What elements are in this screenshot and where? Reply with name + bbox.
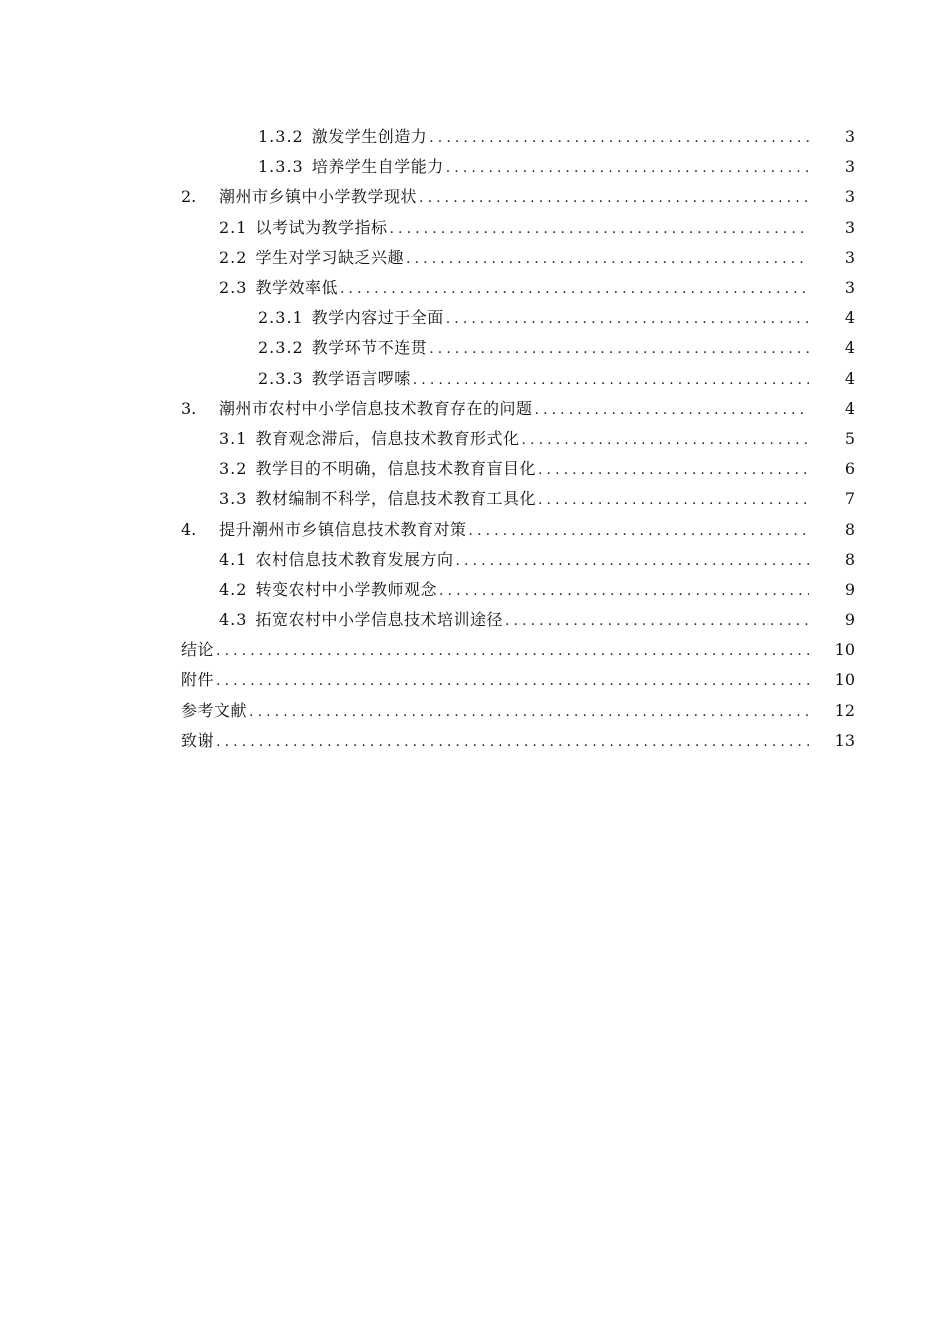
toc-entry-title: 教学环节不连贯 (311, 338, 428, 358)
toc-entry-title: 结论 (181, 640, 215, 660)
toc-entry[interactable] (181, 514, 855, 544)
toc-entry-page: 3 (844, 247, 855, 267)
toc-entry-page: 13 (834, 730, 855, 750)
toc-entry[interactable] (181, 545, 855, 575)
toc-entry-title: 教育观念滞后，信息技术教育形式化 (255, 428, 520, 448)
toc-entry-title: 附件 (181, 670, 215, 690)
dot-leader (455, 551, 809, 571)
dot-leader (429, 339, 809, 359)
toc-entry-page: 3 (844, 157, 855, 177)
toc-entry[interactable] (181, 364, 855, 394)
table-of-contents (181, 122, 855, 756)
toc-entry-title: 培养学生自学能力 (311, 157, 444, 177)
toc-entry-page: 10 (834, 670, 855, 690)
toc-entry-page: 3 (844, 127, 855, 147)
toc-entry[interactable] (181, 696, 855, 726)
toc-entry-page: 3 (844, 217, 855, 237)
toc-entry-title: 激发学生创造力 (311, 127, 428, 147)
toc-entry[interactable] (181, 182, 855, 212)
toc-entry-page: 4 (844, 338, 855, 358)
toc-entry-number: 2. (181, 187, 197, 207)
toc-entry-page: 7 (844, 489, 855, 509)
dot-leader (505, 611, 809, 631)
toc-entry-number: 3. (181, 398, 197, 418)
toc-entry-page: 4 (844, 368, 855, 388)
toc-entry[interactable] (181, 484, 855, 514)
toc-entry[interactable] (181, 273, 855, 303)
dot-leader (216, 641, 809, 661)
toc-entry-title: 潮州市乡镇中小学教学现状 (219, 187, 418, 207)
dot-leader (521, 430, 809, 450)
dot-leader (419, 188, 809, 208)
toc-entry[interactable] (181, 605, 855, 635)
toc-entry-number: 3.1 (219, 428, 248, 448)
toc-entry-title: 教学目的不明确，信息技术教育盲目化 (255, 459, 536, 479)
toc-entry-number: 4.2 (219, 579, 248, 599)
toc-entry-page: 9 (844, 610, 855, 630)
dot-leader (538, 490, 809, 510)
toc-entry-title: 参考文献 (181, 700, 248, 720)
toc-entry-page: 8 (844, 549, 855, 569)
dot-leader (413, 370, 809, 390)
dot-leader (469, 521, 809, 541)
toc-entry-page: 8 (844, 519, 855, 539)
toc-entry-page: 4 (844, 308, 855, 328)
toc-entry[interactable] (181, 303, 855, 333)
toc-entry-title: 学生对学习缺乏兴趣 (255, 247, 404, 267)
dot-leader (538, 460, 809, 480)
toc-entry-page: 4 (844, 398, 855, 418)
toc-entry[interactable] (181, 243, 855, 273)
dot-leader (535, 400, 809, 420)
toc-entry-page: 3 (844, 278, 855, 298)
toc-entry-number: 1.3.2 (258, 127, 304, 147)
dot-leader (406, 249, 809, 269)
toc-entry-title: 潮州市农村中小学信息技术教育存在的问题 (219, 398, 533, 418)
toc-entry[interactable] (181, 333, 855, 363)
toc-entry[interactable] (181, 394, 855, 424)
toc-entry[interactable] (181, 454, 855, 484)
toc-entry-page: 9 (844, 579, 855, 599)
toc-entry-title: 教学语言啰嗦 (311, 368, 411, 388)
toc-entry-title: 教材编制不科学，信息技术教育工具化 (255, 489, 536, 509)
toc-entry[interactable] (181, 575, 855, 605)
toc-entry-page: 3 (844, 187, 855, 207)
toc-entry-title: 提升潮州市乡镇信息技术教育对策 (219, 519, 467, 539)
toc-entry-number: 2.2 (219, 247, 248, 267)
toc-entry-title: 以考试为教学指标 (255, 217, 388, 237)
toc-entry-title: 教学内容过于全面 (311, 308, 444, 328)
dot-leader (446, 309, 809, 329)
dot-leader (340, 279, 809, 299)
toc-entry-number: 3.3 (219, 489, 248, 509)
dot-leader (216, 671, 809, 691)
toc-entry-title: 教学效率低 (255, 278, 338, 298)
toc-entry[interactable] (181, 213, 855, 243)
dot-leader (429, 128, 809, 148)
dot-leader (439, 581, 809, 601)
toc-entry[interactable] (181, 152, 855, 182)
dot-leader (249, 702, 809, 722)
toc-entry-title: 转变农村中小学教师观念 (255, 579, 437, 599)
toc-entry-number: 2.3.3 (258, 368, 304, 388)
toc-entry[interactable] (181, 726, 855, 756)
toc-entry-number: 2.3.2 (258, 338, 304, 358)
toc-entry[interactable] (181, 122, 855, 152)
toc-entry-number: 1.3.3 (258, 157, 304, 177)
dot-leader (389, 219, 809, 239)
toc-entry-number: 2.3 (219, 278, 248, 298)
toc-entry-page: 10 (834, 640, 855, 660)
toc-entry-number: 4.3 (219, 610, 248, 630)
toc-entry-title: 致谢 (181, 730, 215, 750)
toc-entry[interactable] (181, 424, 855, 454)
toc-entry[interactable] (181, 635, 855, 665)
toc-entry-page: 6 (844, 459, 855, 479)
toc-entry-number: 4. (181, 519, 197, 539)
toc-entry[interactable] (181, 665, 855, 695)
toc-entry-number: 2.3.1 (258, 308, 304, 328)
toc-entry-title: 拓宽农村中小学信息技术培训途径 (255, 610, 503, 630)
toc-entry-number: 4.1 (219, 549, 248, 569)
toc-entry-title: 农村信息技术教育发展方向 (255, 549, 454, 569)
toc-entry-number: 3.2 (219, 459, 248, 479)
dot-leader (216, 732, 809, 752)
toc-entry-number: 2.1 (219, 217, 248, 237)
toc-entry-page: 12 (834, 700, 855, 720)
toc-entry-page: 5 (844, 428, 855, 448)
dot-leader (446, 158, 809, 178)
